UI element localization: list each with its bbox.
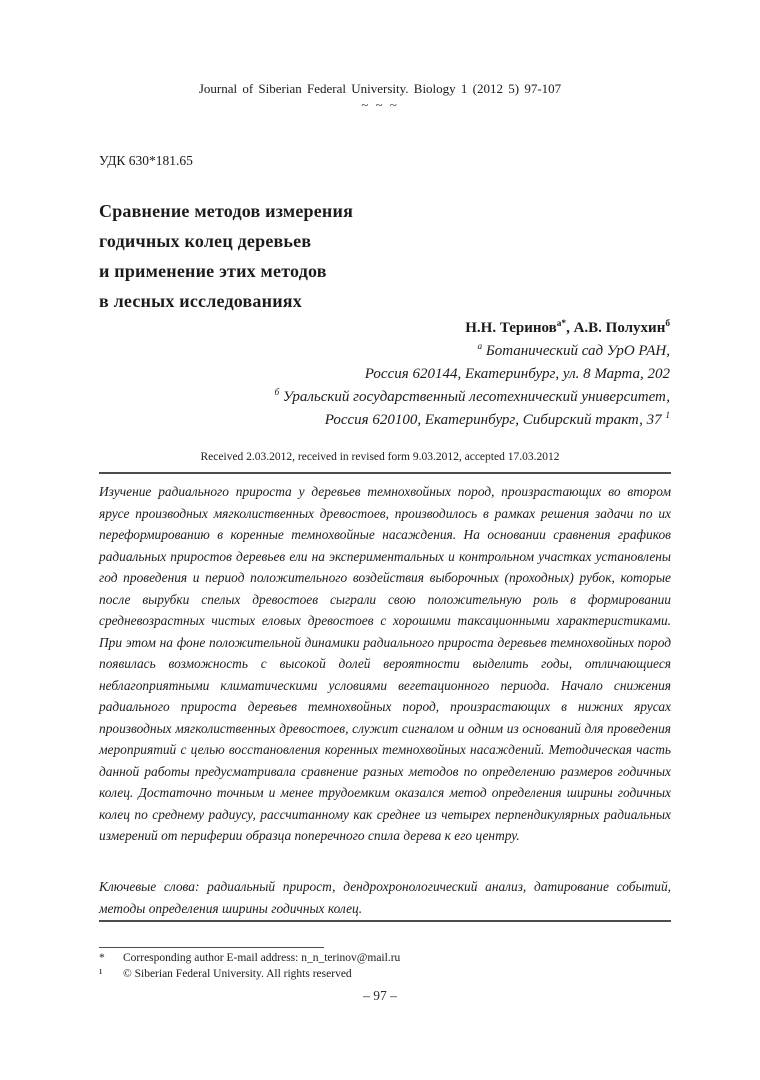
footnote-marker-asterisk: * bbox=[99, 952, 105, 964]
abstract-text: Изучение радиального прироста у деревьев темнохвойных пород, произрастающих во втором ярусе производных мягколиственных древостоев, производилось в рамках решения задачи по их переформированию в коренные темнохвойные насаждения. На основании сравнения графиков радиальных приростов деревьев ели на экспериментальных и контрольном участках установлены год проведения и период положительного воздействия выборочных (проходных) рубок, которые после вырубки спелых древостоев сыграли свою положительную роль в формировании средневозрастных чистых еловых древостоев с хорошими таксационными характеристиками. При этом на фоне положительной динамики радиального прироста деревьев темнохвойных пород появилась возможность с высокой долей вероятности выделить годы, отличающиеся неблагоприятными климатическими условиями вегетационного периода. Начало снижения радиального прироста деревьев темнохвойных пород, произрастающих в нижних ярусах производных мягколиственных древостоев, служит сигналом и одним из оснований для проведения мероприятий с целью восстановления коренных темнохвойных насаждений. Методическая часть данной работы предусматривала сравнение разных методов по определению размеров годичных колец. Достаточно точным и менее трудоемким оказался метод определения ширины годичных колец по среднему радиусу, рассчитанному как среднее из четырех перпендикулярных радиальных измерений от периферии образца поперечного спила дерева к его центру. bbox=[99, 484, 671, 843]
title-line-4: в лесных исследованиях bbox=[99, 291, 302, 311]
author-2: , А.В. Полухин bbox=[566, 320, 666, 336]
tilde-separator: ~ ~ ~ bbox=[361, 97, 399, 112]
affiliation-line-3: $^б$ Уральский государственный лесотехнический университет, bbox=[274, 388, 670, 405]
copyright-footnote-mark: 1 bbox=[665, 411, 670, 421]
footnotes bbox=[99, 951, 671, 982]
affiliation-line-2: Россия 620144, Екатеринбург, ул. 8 Марта, 202 bbox=[364, 366, 670, 382]
author-1-affil-mark: а* bbox=[556, 319, 567, 329]
page-number: – 97 – bbox=[363, 988, 397, 1003]
author-names bbox=[274, 317, 670, 340]
author-1: Н.Н. Теринов bbox=[465, 320, 557, 336]
affil-mark-a: а bbox=[477, 342, 483, 352]
author-2-affil-mark: б bbox=[665, 319, 670, 329]
abstract-top-rule bbox=[99, 472, 671, 474]
affiliation-line-4: Россия 620100, Екатеринбург, Сибирский тракт, 37 $^1$ bbox=[324, 411, 670, 428]
affiliation-line-1: $^а$ Ботанический сад УрО РАН, bbox=[477, 342, 670, 359]
footnote-separator-rule bbox=[99, 947, 324, 948]
abstract-bottom-rule bbox=[99, 920, 671, 922]
footnote-corresponding-author bbox=[99, 951, 671, 967]
footnote-copyright bbox=[99, 967, 671, 983]
affil-mark-b: б bbox=[274, 388, 280, 398]
authors-block bbox=[274, 317, 670, 432]
footnote-email-text: Corresponding author E-mail address: n_n_terinov@mail.ru bbox=[123, 952, 401, 964]
title-line-2: годичных колец деревьев bbox=[99, 231, 312, 251]
footnote-copyright-text: © Siberian Federal University. All rights reserved bbox=[123, 967, 352, 980]
keywords-text: Ключевые слова: радиальный прирост, дендрохронологический анализ, датирование событий, методы определения ширины годичных колец. bbox=[99, 879, 671, 916]
article-title bbox=[99, 196, 579, 316]
received-dates: Received 2.03.2012, received in revised form 9.03.2012, accepted 17.03.2012 bbox=[200, 451, 560, 463]
title-line-1: Сравнение методов измерения bbox=[99, 201, 354, 221]
affiliations bbox=[274, 340, 670, 432]
journal-header: Journal of Siberian Federal University. Biology 1 (2012 5) 97-107 bbox=[198, 81, 562, 96]
footnote-marker-one: ¹ bbox=[99, 967, 103, 980]
title-line-3: и применение этих методов bbox=[99, 261, 327, 281]
udk-code: УДК 630*181.65 bbox=[99, 153, 193, 168]
